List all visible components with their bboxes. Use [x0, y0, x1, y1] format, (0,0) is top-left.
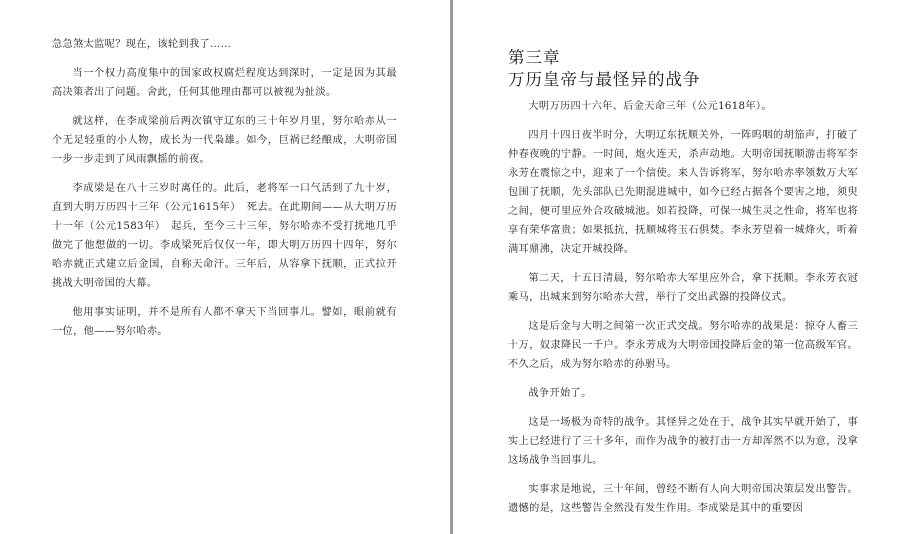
right-paragraph-3: 第二天，十五日清晨，努尔哈赤大军里应外合，拿下抚顺。李永芳衣冠乘马，出城来到努尔哈赤大营，举行了交出武器的投降仪式。 [508, 273, 858, 303]
left-page-body [52, 35, 397, 351]
left-page [0, 0, 446, 534]
chapter-title: 万历皇帝与最怪异的战争 [508, 70, 701, 89]
left-paragraph-3: 就这样，在李成梁前后两次镇守辽东的三十年岁月里，努尔哈赤从一个无足轻重的小人物，成长为一代枭雄。如今，巨祸已经酿成，大明帝国一步一步走到了风雨飘摇的前夜。 [52, 116, 397, 165]
right-paragraph-6: 这是一场极为奇特的战争。其怪异之处在于，战争其实早就开始了，事实上已经进行了三十多年，而作为战争的被打击一方却浑然不以为意，没拿这场战争当回事儿。 [508, 417, 858, 466]
right-paragraph-5: 战争开始了。 [528, 388, 592, 399]
right-paragraph-2: 四月十四日夜半时分，大明辽东抚顺关外，一阵呜咽的胡笳声，打破了仲春夜晚的宁静。一时间，炮火连天，杀声动地。大明帝国抚顺游击将军李永芳在震惊之中，迎来了一个信使。来人告诉将军，努尔哈赤率领数万大军包围了抚顺，先头部队已先期混进城中，如今已经占据各个要害之地，须臾之间，便可里应外合攻破城池。如若投降，可保一城生灵之性命，将军也将享有荣华富贵；如果抵抗，抚顺城将玉石俱焚。李永芳望着一城烽火，听着满耳鼎沸，决定开城投降。 [508, 130, 858, 255]
left-paragraph-1: 急急煞太监呢？现在，该轮到我了…… [52, 39, 232, 50]
right-paragraph-4: 这是后金与大明之间第一次正式交战。努尔哈赤的战果是：掠夺人畜三十万，奴隶降民一千户。李永芳成为大明帝国投降后金的第一位高级军官。不久之后，成为努尔哈赤的孙驸马。 [508, 321, 858, 370]
right-paragraph-1: 大明万历四十六年、后金天命三年（公元1618年）。 [528, 101, 772, 112]
left-paragraph-4: 李成梁是在八十三岁时离任的。此后，老将军一口气活到了九十岁，直到大明万历四十三年（公元1615年） 死去。在此期间——从大明万历十一年（公元1583年） 起兵，至今三十三年，努尔哈赤不受打扰地几乎做完了他想做的一切。李成梁死后仅仅一年，即大明万历四十四年，努尔哈赤就正式建立后金国，自称天命汗。三年后，从容拿下抚顺，正式拉开挑战大明帝国的大幕。 [52, 183, 397, 289]
left-paragraph-2: 当一个权力高度集中的国家政权腐烂程度达到深时，一定是因为其最高决策者出了问题。舍此，任何其他理由都可以被视为扯淡。 [52, 68, 397, 98]
chapter-number: 第三章 [508, 48, 561, 67]
chapter-heading [508, 47, 858, 91]
right-page-body [508, 97, 858, 528]
right-page [456, 0, 900, 534]
right-paragraph-7: 实事求是地说，三十年间，曾经不断有人向大明帝国决策层发出警告。遗憾的是，这些警告全然没有发生作用。李成梁是其中的重要因 [508, 484, 858, 514]
left-paragraph-5: 他用事实证明，并不是所有人都不拿天下当回事儿。譬如，眼前就有一位，他——努尔哈赤。 [52, 307, 397, 337]
page-divider [450, 0, 453, 534]
